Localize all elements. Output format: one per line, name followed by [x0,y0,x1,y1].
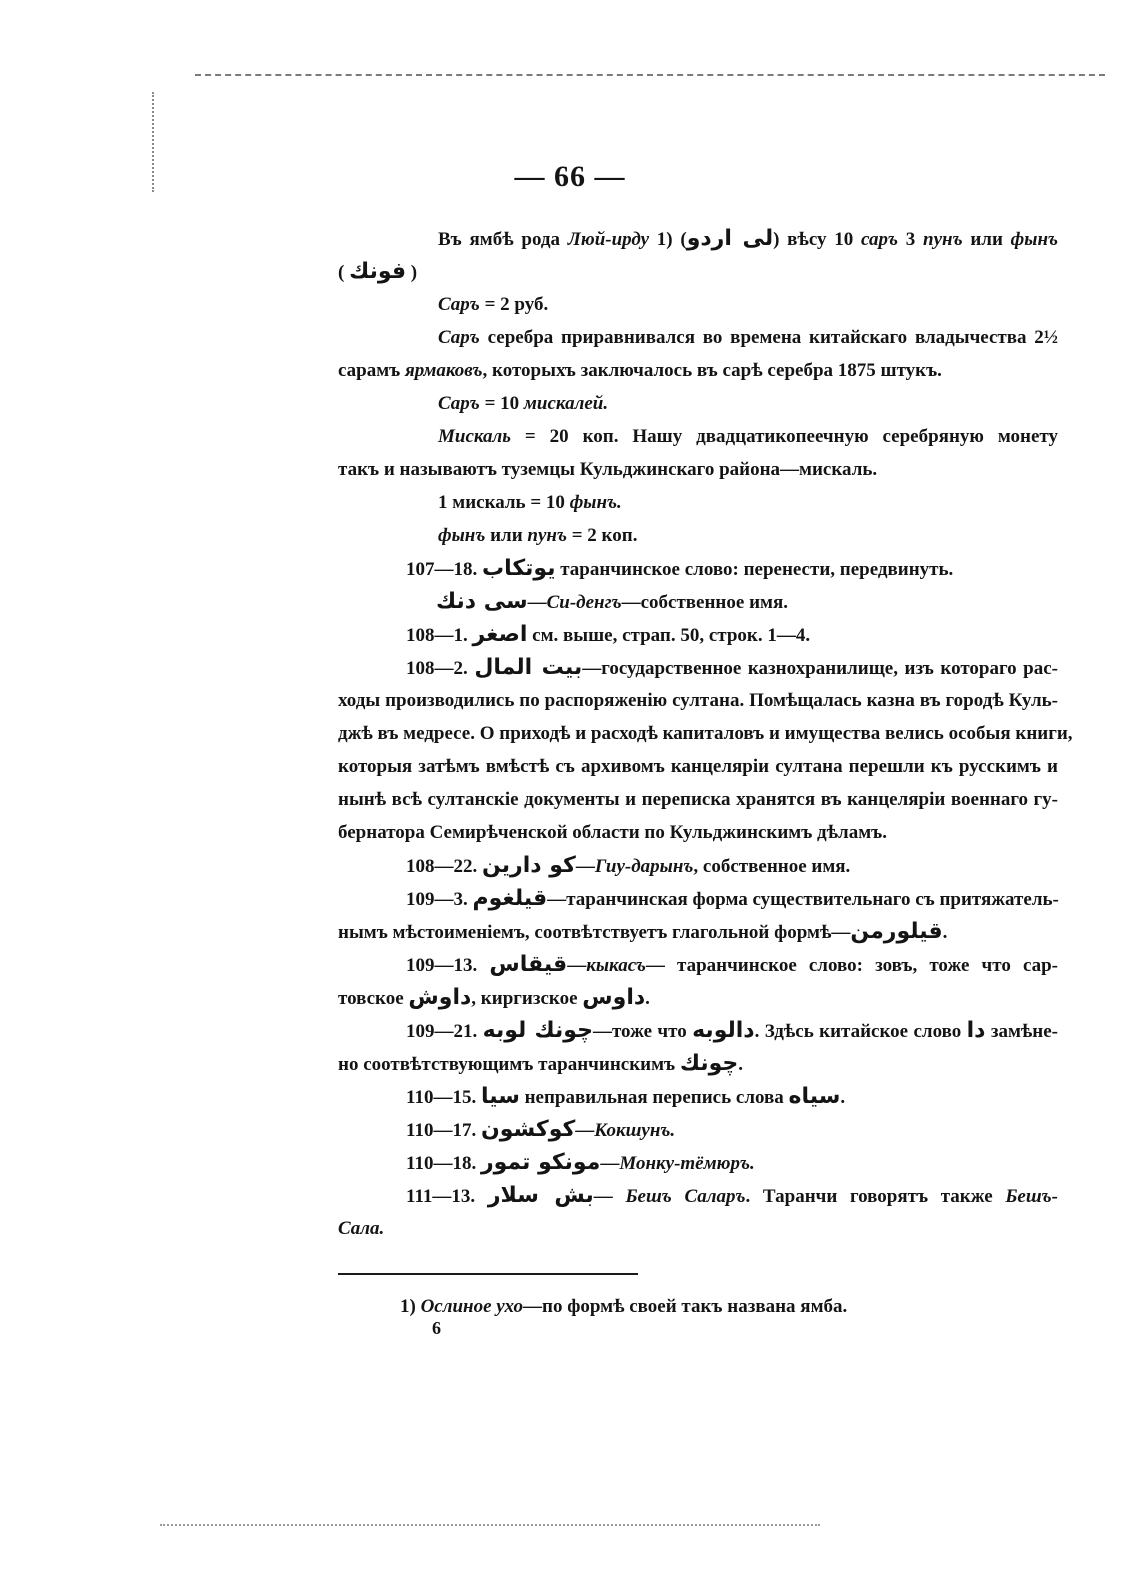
text-run: Люй-ирду [567,229,650,250]
page-top-border [195,74,1105,76]
arabic-word: چونك [679,1051,739,1076]
text-run: Саръ [438,294,480,315]
arabic-word: اصغر [472,622,528,647]
text-line [338,222,1058,255]
text-run: или [485,525,528,546]
text-run: пунъ [923,229,963,250]
arabic-word: كو دارين [482,853,576,878]
text-run: пунъ [527,525,567,546]
text-run: = 10 [479,393,524,414]
text-run: — [567,955,587,976]
text-line [338,948,1058,981]
text-run: — [600,1153,620,1174]
text-line [338,1080,1058,1113]
text-run: Гиу-дарынъ [594,856,694,877]
text-run: Монку-тёмюръ. [619,1153,755,1174]
text-line [338,420,1058,453]
text-run: ходы производились по распоряженію султана. Помѣщалась казна въ городѣ Куль- [338,690,1058,711]
text-run: 109—3. [406,889,473,910]
arabic-word: كوكشون [480,1117,576,1142]
text-run: 109—13. [406,955,490,976]
body-text [338,222,1073,1245]
text-run: которыя затѣмъ вмѣстѣ съ архивомъ канцеляріи султана перешли къ русскимъ и [338,756,1058,777]
arabic-word: داوس [582,985,646,1010]
text-run: 108—2. [406,658,475,679]
text-run: неправильная перепись слова [519,1087,789,1108]
text-run: 108—1. [406,625,473,646]
text-run: сарамъ [338,360,406,381]
arabic-word: سياه [788,1084,841,1109]
text-run: ) вѣсу 10 [773,229,862,250]
text-run: —государственное казнохранилище, изъ котораго рас- [582,658,1059,679]
arabic-word: لى اردو [686,226,774,251]
text-run: — [575,1120,595,1141]
text-run: 1) ( [649,229,687,250]
text-line [338,816,1058,849]
page-bottom-border [160,1524,820,1526]
text-line [338,552,1058,585]
text-run: замѣне- [985,1021,1059,1042]
text-line [338,519,1058,552]
text-line [338,1212,1058,1245]
text-run: —таранчинская форма существительнаго съ притяжатель- [547,889,1059,910]
text-run: —тоже что [592,1021,693,1042]
text-run: бернатора Семирѣченской области по Кульджинскимъ дѣламъ. [338,822,887,843]
text-run: 1 мискаль = 10 [438,492,570,513]
text-line [338,585,1058,618]
footnote-marker: 1) [400,1296,416,1317]
text-run: 109—21. [406,1021,483,1042]
text-run: мискалей. [523,393,609,414]
text-run: 108—22. [406,856,482,877]
text-line [338,783,1058,816]
arabic-word: قيقاس [489,952,568,977]
text-run: — [575,856,595,877]
text-run: = 20 коп. Нашу двадцатикопеечную серебряную монету [511,426,1058,447]
page-number: — 66 — [514,160,626,193]
text-run: или [962,229,1011,250]
arabic-word: دا [966,1018,986,1043]
text-line [338,618,1058,651]
text-run: 111—13. [406,1186,488,1207]
text-run: нымъ мѣстоименіемъ, соотвѣтствуетъ глагольной формѣ— [338,922,851,943]
text-line [338,1113,1058,1146]
arabic-word: فونك [349,259,407,284]
text-run: нынѣ всѣ султанскіе документы и переписка хранятся въ канцеляріи военнаго гу- [338,789,1058,810]
text-run: ) [406,262,418,283]
footnote-text: —по формѣ своей такъ названа ямба. [523,1296,848,1317]
text-line [338,453,1058,486]
text-run: , киргизское [471,988,583,1009]
arabic-word: يوتكاب [482,556,556,581]
text-run: . [645,988,650,1009]
footnote-rule [338,1273,638,1275]
text-line [338,255,1058,288]
text-line [338,651,1058,684]
text-run: 3 [897,229,924,250]
text-run: 107—18. [406,559,482,580]
arabic-word: دالوبه [692,1018,755,1043]
text-run: джѣ въ медресе. О приходѣ и расходѣ капиталовъ и имущества велись особыя книги, [338,723,1073,744]
text-run: . Здѣсь китайское слово [754,1021,967,1042]
arabic-word: بيت المال [474,655,583,680]
text-run: таранчинское слово: перенести, передвинуть. [555,559,954,580]
text-run: = 2 коп. [566,525,638,546]
text-run: товское [338,988,409,1009]
text-run: такъ и называютъ туземцы Кульджинскаго района—мискаль. [338,459,878,480]
text-run: ( [338,262,350,283]
text-run: саръ [861,229,898,250]
text-run: — [527,592,547,613]
text-run: , которыхъ заключалось въ сарѣ серебра 1875 штукъ. [482,360,942,381]
text-line [338,486,1058,519]
text-line [338,750,1058,783]
text-line [338,354,1058,387]
text-run: Бешъ- [1005,1186,1059,1207]
text-run: 110—18. [406,1153,481,1174]
arabic-word: داوش [408,985,472,1010]
text-run: 110—15. [406,1087,481,1108]
text-line [338,1179,1058,1212]
text-line [338,387,1058,420]
text-line [338,288,1058,321]
text-run: ярмаковъ [405,360,483,381]
arabic-word: مونكو تمور [480,1150,601,1175]
arabic-word: بش سلار [487,1183,594,1208]
text-line [338,321,1058,354]
text-run: но соотвѣтствующимъ таранчинскимъ [338,1054,680,1075]
text-run: фынъ. [569,492,622,513]
text-line [338,717,1073,750]
footnote [400,1292,1060,1322]
text-line [338,684,1058,717]
text-line [338,915,1058,948]
text-run: Мискаль [438,426,511,447]
signature-mark: 6 [432,1318,441,1338]
text-run: Саръ [438,393,480,414]
text-run: Кокшунъ. [594,1120,676,1141]
text-line [338,1014,1058,1047]
text-run: — [593,1186,626,1207]
text-run: фынъ [1010,229,1058,250]
text-run: см. выше, страп. 50, строк. 1—4. [527,625,811,646]
footnote-lead: Ослиное ухо [420,1296,523,1317]
text-run: Бешъ Саларъ [625,1186,746,1207]
text-line [338,981,1058,1014]
arabic-word: سيا [480,1084,520,1109]
text-run: —собственное имя. [621,592,788,613]
text-run: . [840,1087,846,1108]
text-run: серебра приравнивался во времена китайскаго владычества 2½ [479,327,1058,348]
text-run: = 2 руб. [479,294,549,315]
text-run: Саръ [438,327,480,348]
text-run: фынъ [438,525,486,546]
text-run: Сала. [338,1218,385,1239]
text-run: 110—17. [406,1120,481,1141]
text-run: кыкасъ [586,955,646,976]
text-line [338,1047,1058,1080]
arabic-word: سى دنك [436,589,528,614]
text-run: . Таранчи говорятъ также [745,1186,1006,1207]
arabic-word: چونك لوبه [482,1018,593,1043]
arabic-word: قيلورمن [850,919,943,944]
text-run: Си-денгъ [546,592,622,613]
text-line [338,1146,1058,1179]
arabic-word: قيلغوم [472,886,548,911]
text-run: . [738,1054,744,1075]
text-line [338,849,1058,882]
text-line [338,882,1058,915]
text-run: Въ ямбѣ рода [438,229,568,250]
text-run: , собственное имя. [693,856,851,877]
text-run: — таранчинское слово: зовъ, тоже что сар- [645,955,1059,976]
text-run: . [942,922,948,943]
